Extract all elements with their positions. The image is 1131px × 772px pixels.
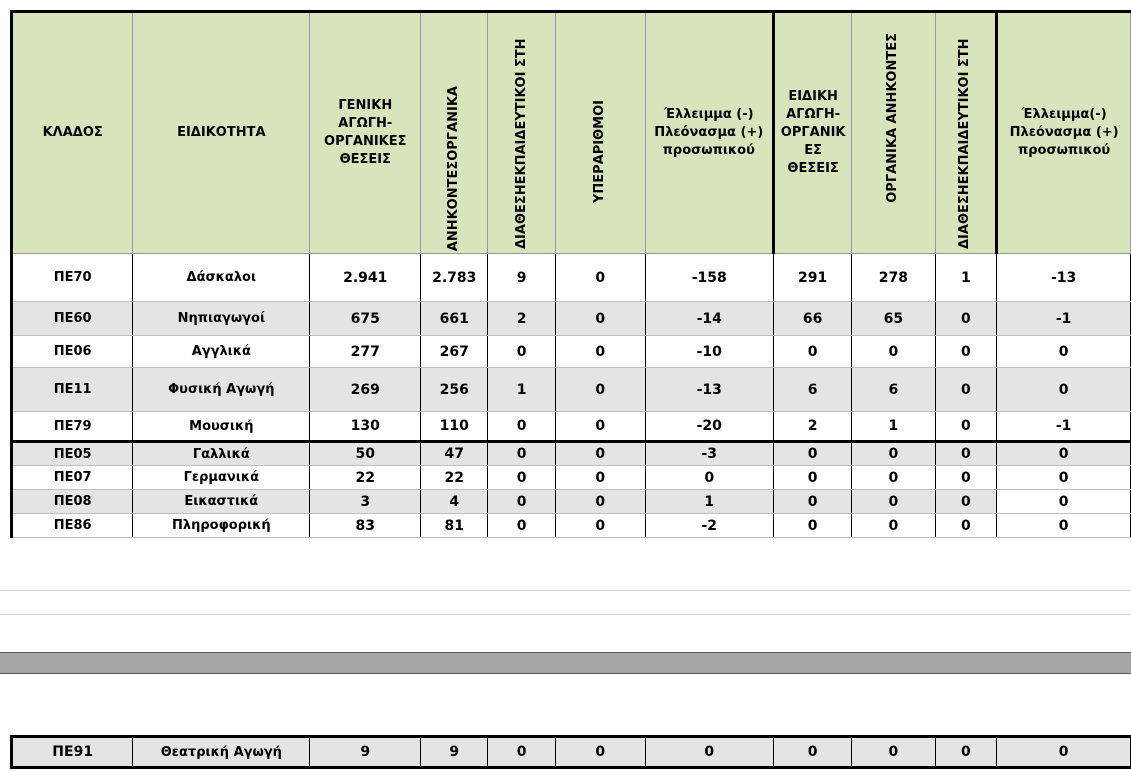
table-cell: 66 xyxy=(774,302,852,336)
table-row xyxy=(12,302,1131,336)
table-cell: 0 xyxy=(488,412,556,442)
table-cell: 2 xyxy=(488,302,556,336)
header-cell xyxy=(310,12,421,254)
table-cell: 4 xyxy=(421,490,488,514)
table-cell: 0 xyxy=(774,442,852,466)
table-cell: 9 xyxy=(488,254,556,302)
table-row xyxy=(12,737,1131,768)
table-cell: Γαλλικά xyxy=(133,442,310,466)
header-cell xyxy=(421,12,488,254)
table-cell: ΠΕ07 xyxy=(12,466,133,490)
table-cell: Εικαστικά xyxy=(133,490,310,514)
table-cell: 1 xyxy=(488,368,556,412)
header-text: ΥΠΕΡΑΡΙΘΜΟΙ xyxy=(592,99,608,203)
header-cell: ΚΛΑΔΟΣ xyxy=(12,12,133,254)
table-cell: 0 xyxy=(852,466,935,490)
table-cell: 0 xyxy=(774,737,852,768)
header-text: ΑΝΗΚΟΝΤΕΣΟΡΓΑΝΙΚΑ xyxy=(446,85,462,251)
table-cell: 6 xyxy=(774,368,852,412)
table-cell: 0 xyxy=(774,466,852,490)
table-row xyxy=(12,336,1131,368)
table-cell: 0 xyxy=(556,490,645,514)
table-row xyxy=(12,412,1131,442)
table-cell: 0 xyxy=(997,336,1131,368)
table-cell: 83 xyxy=(310,514,421,538)
table-cell: 291 xyxy=(774,254,852,302)
table-cell: 0 xyxy=(935,442,997,466)
table-cell: -20 xyxy=(645,412,774,442)
table-cell: Μουσική xyxy=(133,412,310,442)
table-row xyxy=(12,490,1131,514)
table-cell: ΠΕ11 xyxy=(12,368,133,412)
table-cell: 0 xyxy=(852,442,935,466)
table-cell: 2.941 xyxy=(310,254,421,302)
table-cell: 0 xyxy=(935,466,997,490)
table-cell: 661 xyxy=(421,302,488,336)
table-cell: 9 xyxy=(421,737,488,768)
table-cell: 0 xyxy=(852,737,935,768)
table-cell: 0 xyxy=(774,336,852,368)
table-cell: -10 xyxy=(645,336,774,368)
table-row xyxy=(12,466,1131,490)
table-cell: 0 xyxy=(935,412,997,442)
table-row xyxy=(12,254,1131,302)
table-cell: 110 xyxy=(421,412,488,442)
header-text: Έλλειμμα (-) Πλεόνασμα (+) προσωπικού xyxy=(654,107,764,158)
table-cell: 267 xyxy=(421,336,488,368)
header-text: ΔΙΑΘΕΣΗΕΚΠΑΙΔΕΥΤΙΚΟΙ ΣΤΗ xyxy=(957,38,973,249)
table-cell: Φυσική Αγωγή xyxy=(133,368,310,412)
table-cell: 0 xyxy=(935,514,997,538)
table-cell: 0 xyxy=(556,466,645,490)
table-cell: 0 xyxy=(852,336,935,368)
table-cell: 130 xyxy=(310,412,421,442)
table-row xyxy=(12,442,1131,466)
header-text: ΕΙΔΙΚΗ ΑΓΩΓΗ-ΟΡΓΑΝΙΚ ΕΣ ΘΕΣΕΙΣ xyxy=(780,89,846,176)
gray-band xyxy=(0,652,1131,674)
table-cell: 0 xyxy=(556,412,645,442)
table-cell: 47 xyxy=(421,442,488,466)
table-cell: 0 xyxy=(997,490,1131,514)
table-cell: 0 xyxy=(556,302,645,336)
table-cell: 277 xyxy=(310,336,421,368)
table-cell: 0 xyxy=(774,490,852,514)
table-cell: 6 xyxy=(852,368,935,412)
table-cell: Πληροφορική xyxy=(133,514,310,538)
table-cell: 0 xyxy=(556,254,645,302)
header-text: Έλλειμμα(-) Πλεόνασμα (+) προσωπικού xyxy=(1009,107,1119,158)
staffing-table-bottom xyxy=(10,735,1131,769)
table-cell: -3 xyxy=(645,442,774,466)
table-cell: 3 xyxy=(310,490,421,514)
table-cell: 0 xyxy=(852,490,935,514)
header-cell xyxy=(935,12,997,254)
table-cell: 269 xyxy=(310,368,421,412)
header-text: ΓΕΝΙΚΗ ΑΓΩΓΗ-ΟΡΓΑΝΙΚΕΣ ΘΕΣΕΙΣ xyxy=(324,98,407,167)
table-cell: 0 xyxy=(997,514,1131,538)
header-cell xyxy=(645,12,774,254)
header-text: ΟΡΓΑΝΙΚΑ ΑΝΗΚΟΝΤΕΣ xyxy=(885,33,901,203)
table-cell: 675 xyxy=(310,302,421,336)
table-cell: -1 xyxy=(997,302,1131,336)
header-row xyxy=(12,12,1131,254)
table-cell: ΠΕ86 xyxy=(12,514,133,538)
table-cell: 22 xyxy=(310,466,421,490)
table-cell: Θεατρική Αγωγή xyxy=(133,737,310,768)
table-cell: ΠΕ08 xyxy=(12,490,133,514)
table-cell: 0 xyxy=(556,737,645,768)
divider-line xyxy=(0,614,1131,615)
header-cell xyxy=(488,12,556,254)
header-cell xyxy=(852,12,935,254)
table-cell: 0 xyxy=(852,514,935,538)
table-cell: 0 xyxy=(935,737,997,768)
table-cell: ΠΕ79 xyxy=(12,412,133,442)
table-cell: 0 xyxy=(997,442,1131,466)
table-cell: 0 xyxy=(997,368,1131,412)
table-cell: 0 xyxy=(556,368,645,412)
table-cell: 0 xyxy=(488,466,556,490)
table-cell: 50 xyxy=(310,442,421,466)
table-cell: 0 xyxy=(935,336,997,368)
table-cell: 0 xyxy=(488,336,556,368)
header-text: ΔΙΑΘΕΣΗΕΚΠΑΙΔΕΥΤΙΚΟΙ ΣΤΗ xyxy=(513,38,529,249)
table-cell: 0 xyxy=(488,514,556,538)
table-cell: -14 xyxy=(645,302,774,336)
table-cell: Δάσκαλοι xyxy=(133,254,310,302)
header-cell xyxy=(774,12,852,254)
table-cell: 278 xyxy=(852,254,935,302)
divider-line xyxy=(0,590,1131,591)
staffing-table xyxy=(10,10,1131,538)
table-cell: 2 xyxy=(774,412,852,442)
table-cell: -1 xyxy=(997,412,1131,442)
table-cell: 0 xyxy=(556,514,645,538)
table-cell: 0 xyxy=(935,368,997,412)
table-cell: ΠΕ60 xyxy=(12,302,133,336)
table-cell: 22 xyxy=(421,466,488,490)
table-cell: 65 xyxy=(852,302,935,336)
table-cell: 0 xyxy=(935,302,997,336)
table-cell: 9 xyxy=(310,737,421,768)
table-cell: 2.783 xyxy=(421,254,488,302)
table-cell: 1 xyxy=(645,490,774,514)
table-cell: 0 xyxy=(488,737,556,768)
table-cell: 0 xyxy=(645,466,774,490)
table-cell: 256 xyxy=(421,368,488,412)
table-cell: ΠΕ91 xyxy=(12,737,133,768)
table-cell: 0 xyxy=(774,514,852,538)
table-cell: 0 xyxy=(997,466,1131,490)
table-cell: 1 xyxy=(852,412,935,442)
table-cell: 0 xyxy=(935,490,997,514)
header-cell xyxy=(997,12,1131,254)
table-cell: -13 xyxy=(645,368,774,412)
table-cell: 1 xyxy=(935,254,997,302)
table-cell: -2 xyxy=(645,514,774,538)
table-cell: Αγγλικά xyxy=(133,336,310,368)
table-cell: 81 xyxy=(421,514,488,538)
table-cell: ΠΕ05 xyxy=(12,442,133,466)
table-cell: 0 xyxy=(488,490,556,514)
table-cell: -158 xyxy=(645,254,774,302)
table-row xyxy=(12,368,1131,412)
table-cell: 0 xyxy=(488,442,556,466)
table-cell: ΠΕ06 xyxy=(12,336,133,368)
table-cell: Νηπιαγωγοί xyxy=(133,302,310,336)
table-cell: ΠΕ70 xyxy=(12,254,133,302)
table-cell: -13 xyxy=(997,254,1131,302)
header-cell: ΕΙΔΙΚΟΤΗΤΑ xyxy=(133,12,310,254)
table-cell: 0 xyxy=(997,737,1131,768)
table-cell: 0 xyxy=(556,336,645,368)
table-cell: 0 xyxy=(645,737,774,768)
header-cell xyxy=(556,12,645,254)
table-row xyxy=(12,514,1131,538)
table-cell: 0 xyxy=(556,442,645,466)
table-cell: Γερμανικά xyxy=(133,466,310,490)
